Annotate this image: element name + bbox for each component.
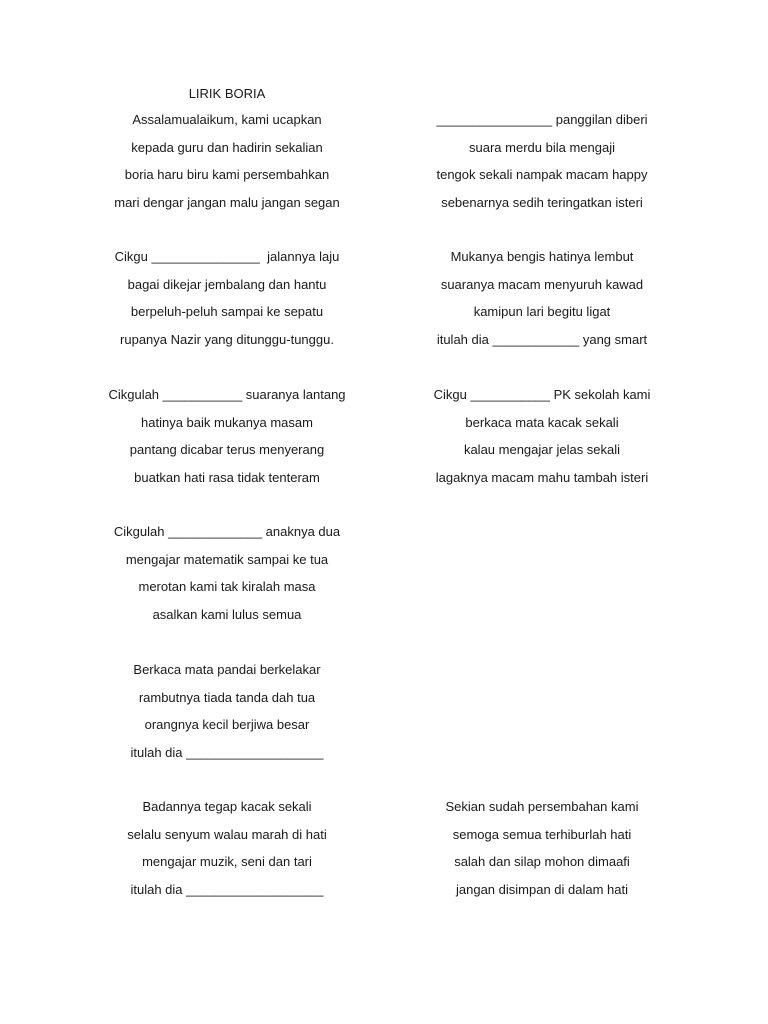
right-stanza-1: [377, 111, 707, 221]
lyric-line: buatkan hati rasa tidak tenteram: [134, 469, 320, 485]
right-stanza-2: [377, 248, 707, 358]
right-stanza-3: [377, 386, 707, 496]
lyric-line: tengok sekali nampak macam happy: [436, 167, 648, 182]
lyric-line: suara merdu bila mengaji: [469, 139, 615, 155]
left-stanza-5: [67, 661, 387, 771]
lyric-line: mengajar matematik sampai ke tua: [125, 551, 329, 567]
lyric-line: semoga semua terhiburlah hati: [452, 826, 632, 842]
lyric-line: orangnya kecil berjiwa besar: [144, 717, 310, 732]
lyric-line: Cikgu ___________ PK sekolah kami: [433, 387, 651, 402]
lyric-line: berkaca mata kacak sekali: [465, 414, 619, 430]
left-stanza-6: [67, 798, 387, 908]
lyric-line: suaranya macam menyuruh kawad: [440, 276, 644, 292]
lyric-line: hatinya baik mukanya masam: [141, 414, 313, 430]
left-stanza-3: [67, 386, 387, 496]
lyric-line: Berkaca mata pandai berkelakar: [133, 662, 321, 677]
lyric-line: jangan disimpan di dalam hati: [456, 881, 628, 897]
lyric-line: mari dengar jangan malu jangan segan: [114, 194, 340, 210]
lyric-line: kepada guru dan hadirin sekalian: [131, 139, 323, 155]
lyric-line: ________________ panggilan diberi: [436, 112, 648, 127]
lyric-line: Cikgulah _____________ anaknya dua: [113, 524, 341, 539]
lyric-line: asalkan kami lulus semua: [152, 606, 302, 622]
lyric-line: kamipun lari begitu ligat: [473, 304, 611, 319]
lyric-line: sebenarnya sedih teringatkan isteri: [441, 194, 643, 210]
lyric-line: salah dan silap mohon dimaafi: [454, 854, 630, 869]
lyric-line: rambutnya tiada tanda dah tua: [138, 689, 316, 705]
lyric-line: kalau mengajar jelas sekali: [463, 442, 621, 457]
lyric-line: Sekian sudah persembahan kami: [445, 799, 639, 814]
lyric-line: lagaknya macam mahu tambah isteri: [435, 469, 649, 485]
lyric-line: Cikgulah ___________ suaranya lantang: [108, 387, 346, 402]
lyric-line: bagai dikejar jembalang dan hantu: [127, 276, 327, 292]
right-stanza-6: [377, 798, 707, 908]
lyric-line: Cikgu _______________ jalannya laju: [114, 249, 340, 264]
lyric-line: itulah dia ___________________: [130, 744, 324, 760]
lyric-line: boria haru biru kami persembahkan: [124, 167, 330, 182]
left-stanza-4: [67, 523, 387, 633]
left-stanza-1: [67, 111, 387, 221]
lyric-line: mengajar muzik, seni dan tari: [142, 854, 312, 869]
lyric-line: itulah dia ___________________: [130, 881, 324, 897]
left-stanza-2: [67, 248, 387, 358]
lyric-line: rupanya Nazir yang ditunggu-tunggu.: [120, 331, 334, 347]
lyric-line: selalu senyum walau marah di hati: [127, 826, 327, 842]
page-title: LIRIK BORIA: [188, 86, 266, 101]
lyric-line: Mukanya bengis hatinya lembut: [450, 249, 634, 264]
lyric-line: berpeluh-peluh sampai ke sepatu: [130, 304, 324, 319]
lyric-line: merotan kami tak kiralah masa: [138, 579, 316, 594]
lyric-line: Badannya tegap kacak sekali: [142, 799, 312, 814]
lyric-line: itulah dia ____________ yang smart: [436, 331, 648, 347]
lyric-line: Assalamualaikum, kami ucapkan: [132, 112, 322, 127]
lyric-line: pantang dicabar terus menyerang: [129, 442, 325, 457]
